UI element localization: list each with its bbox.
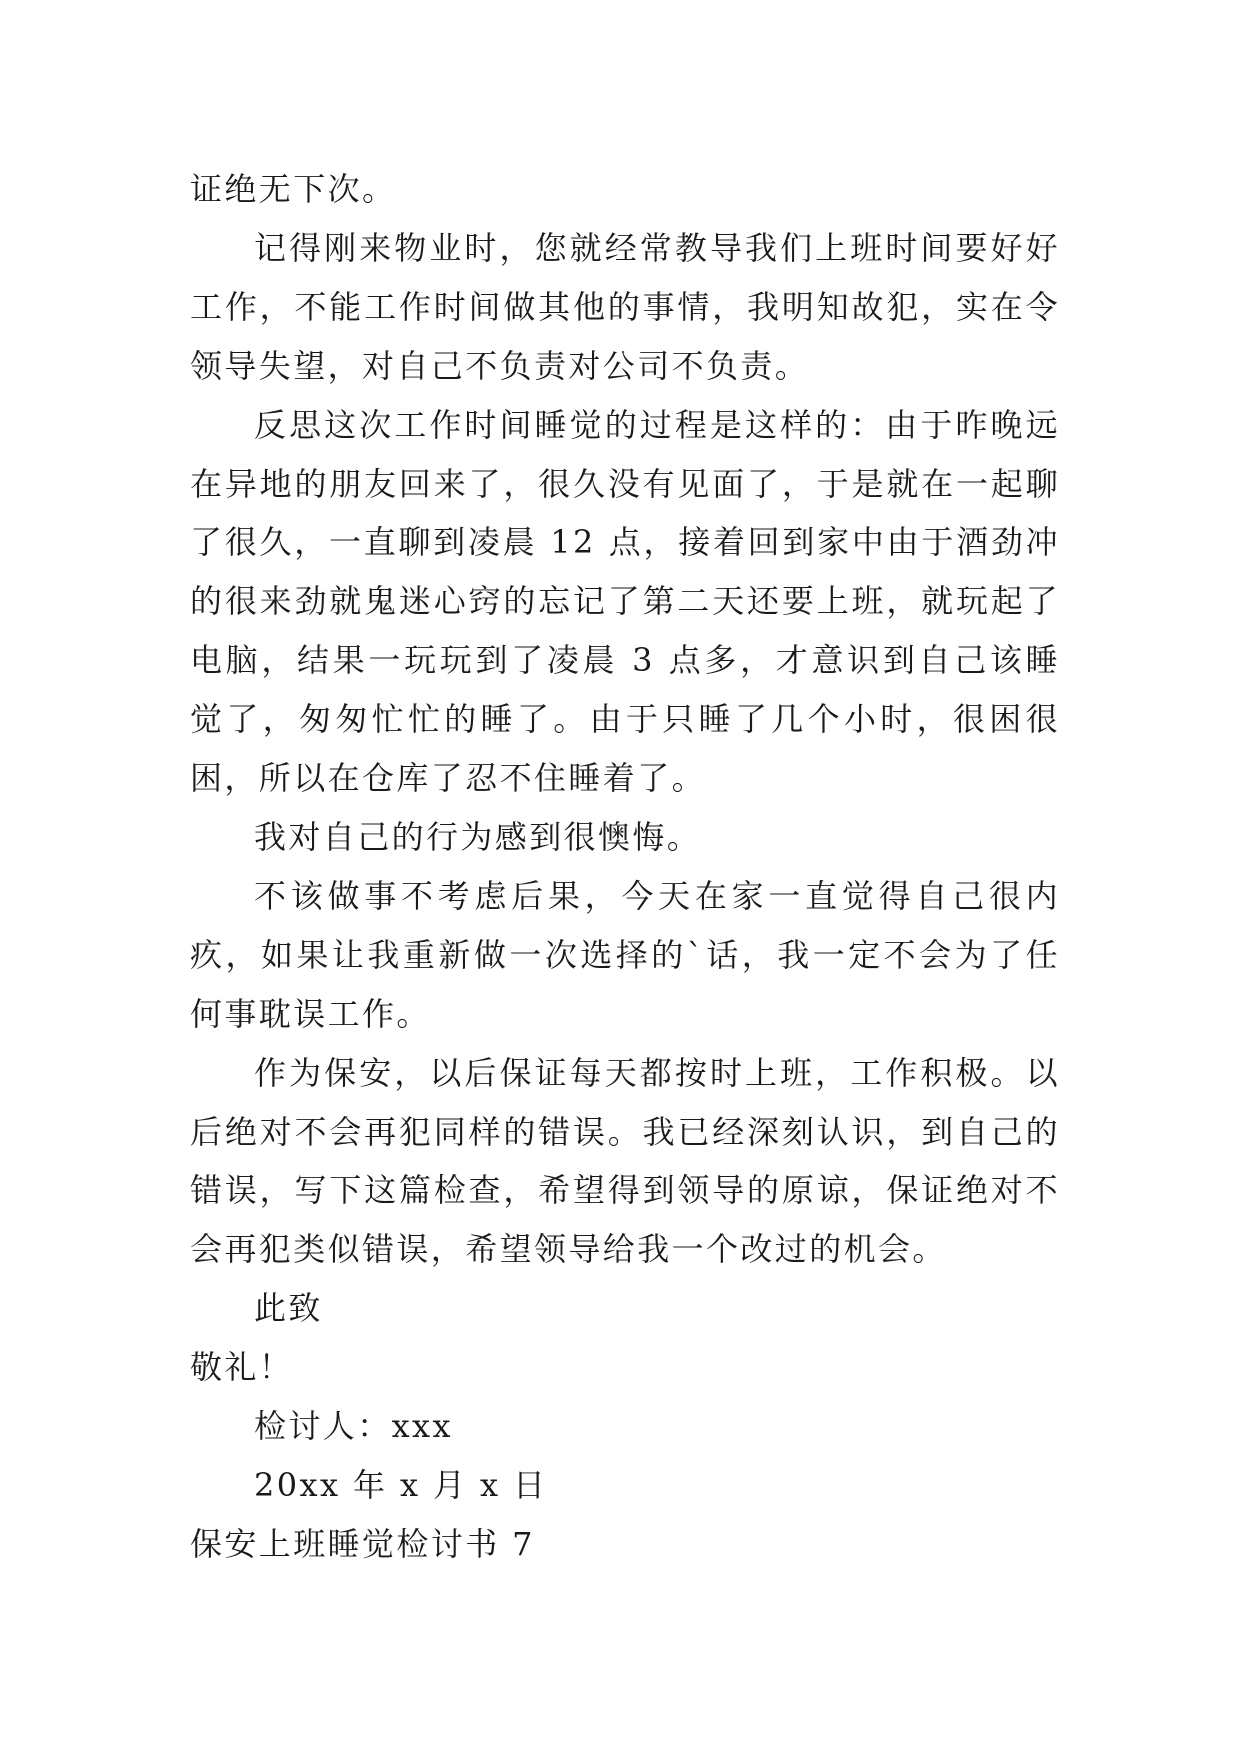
closing-salutation: 此致 (254, 1289, 323, 1328)
signature-line: 检讨人：xxx (254, 1407, 453, 1446)
paragraph-recall: 记得刚来物业时，您就经常教导我们上班时间要好好工作，不能工作时间做其他的事情，我明知故犯，实在令领导失望，对自己不负责对公司不负责。 (190, 228, 1060, 385)
paragraph-regret: 我对自己的行为感到很懊悔。 (254, 817, 702, 856)
paragraph-reflection: 反思这次工作时间睡觉的过程是这样的：由于昨晚远在异地的朋友回来了，很久没有见面了，于是就在一起聊了很久，一直聊到凌晨 12 点，接着回到家中由于酒劲冲的很来劲就鬼迷心窍的忘记了第二天还要上班，就玩起了电脑，结果一玩玩到了凌晨 3 点多，才意识到自己该睡觉了，匆匆忙忙的睡了。由于只睡了几个小时，很困很困，所以在仓库了忍不住睡着了。 (190, 405, 1060, 798)
next-section-title: 保安上班睡觉检讨书 7 (190, 1524, 535, 1563)
date-line: 20xx 年 x 月 x 日 (254, 1465, 548, 1504)
paragraph-guilt: 不该做事不考虑后果，今天在家一直觉得自己很内疚，如果让我重新做一次选择的`话，我一定不会为了任何事耽误工作。 (190, 876, 1060, 1033)
paragraph-promise: 作为保安，以后保证每天都按时上班，工作积极。以后绝对不会再犯同样的错误。我已经深刻认识，到自己的错误，写下这篇检查，希望得到领导的原谅，保证绝对不会再犯类似错误，希望领导给我一个改过的机会。 (190, 1053, 1060, 1269)
paragraph-continuation: 证绝无下次。 (190, 170, 397, 208)
document-body (190, 160, 1060, 1574)
closing-regards: 敬礼！ (190, 1348, 294, 1387)
